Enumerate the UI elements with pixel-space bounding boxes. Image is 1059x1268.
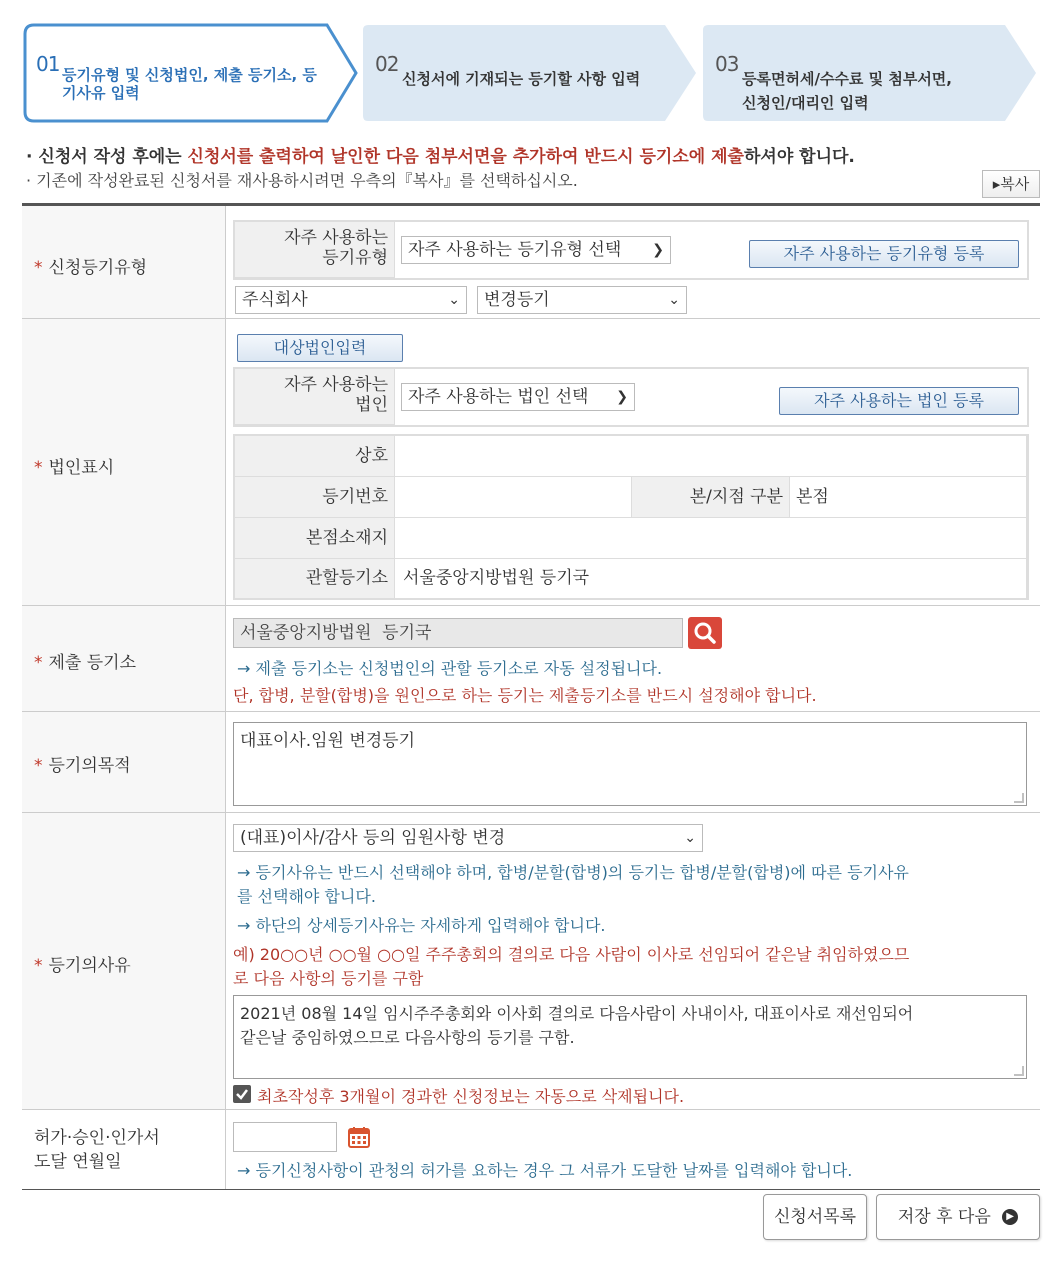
reason-note-1-line2: 를 선택해야 합니다. bbox=[237, 887, 376, 906]
row-corporation bbox=[22, 319, 1040, 606]
required-mark: * bbox=[34, 956, 43, 976]
notice-text-2: 기존에 작성완료된 신청서를 재사용하시려면 우측의『복사』를 선택하십시오. bbox=[36, 171, 578, 190]
corp-type-select[interactable]: 주식회사 ⌄ bbox=[235, 286, 467, 314]
chevron-down-icon: ⌄ bbox=[668, 292, 680, 308]
hq-value[interactable] bbox=[395, 518, 1027, 559]
submit-note-red: 단, 합병, 분할(합병)을 원인으로 하는 등기는 제출등기소를 반드시 설정해야 합니다. bbox=[233, 686, 817, 705]
label-text: 법인표시 bbox=[48, 458, 115, 478]
row-permit-date bbox=[22, 1110, 1040, 1190]
row-submit-office bbox=[22, 606, 1040, 712]
resize-grip-icon[interactable] bbox=[1014, 793, 1024, 803]
permit-date-input[interactable] bbox=[233, 1122, 337, 1152]
save-next-label: 저장 후 다음 bbox=[897, 1207, 991, 1227]
reason-note-2: → 하단의 상세등기사유는 자세하게 입력해야 합니다. bbox=[237, 916, 606, 935]
step-2-label-line1: 신청서에 기재되는 등기할 사항 입력 bbox=[402, 70, 641, 88]
office-label: 관할등기소 bbox=[235, 559, 395, 598]
freq-corp-label: 자주 사용하는 법인 bbox=[235, 369, 395, 425]
reason-detail-textarea[interactable]: 2021년 08월 14일 임시주주총회와 이사회 결의로 다음사람이 사내이사, 대표이사로 재선임되어 같은날 중임하였으므로 다음사항의 등기를 구함. bbox=[233, 995, 1027, 1079]
copy-button[interactable]: ▸복사 bbox=[982, 170, 1040, 198]
calendar-icon[interactable] bbox=[347, 1125, 371, 1149]
chevron-down-icon: ⌄ bbox=[448, 292, 460, 308]
reason-example-line2: 로 다음 사항의 등기를 구함 bbox=[233, 969, 424, 988]
step-3[interactable] bbox=[700, 22, 1040, 124]
chevron-down-icon: ❯ bbox=[616, 389, 628, 405]
notice-line-2 bbox=[26, 168, 578, 191]
row-reason bbox=[22, 813, 1040, 1110]
step-3-label-line1: 등록면허세/수수료 및 첨부서면, bbox=[742, 70, 952, 88]
checkmark-icon bbox=[233, 1085, 251, 1103]
label-text-line2: 도달 연월일 bbox=[34, 1152, 122, 1172]
auto-delete-label: 최초작성후 3개월이 경과한 신청정보는 자동으로 삭제됩니다. bbox=[257, 1087, 685, 1106]
label-text: 등기의사유 bbox=[48, 956, 131, 976]
reason-note-1-line1: → 등기사유는 반드시 선택해야 하며, 합병/분할(합병)의 등기는 합병/분할(합병)에 따른 등기사유 bbox=[237, 863, 909, 882]
row-label bbox=[22, 206, 226, 318]
regno-label: 등기번호 bbox=[235, 477, 395, 518]
chevron-down-icon: ❯ bbox=[652, 242, 664, 258]
reason-select[interactable]: (대표)이사/감사 등의 임원사항 변경 ⌄ bbox=[233, 824, 703, 852]
required-mark: * bbox=[34, 653, 43, 673]
resize-grip-icon[interactable] bbox=[1014, 1066, 1024, 1076]
purpose-textarea[interactable]: 대표이사.임원 변경등기 bbox=[233, 722, 1027, 806]
required-mark: * bbox=[34, 756, 43, 776]
step-1-number: 01 bbox=[36, 52, 60, 76]
notice-text-b: 하셔야 합니다. bbox=[743, 147, 855, 167]
reason-example-line1: 예) 20○○년 ○○월 ○○일 주주총회의 결의로 다음 사람이 이사로 선임되어 같은날 취임하였으므 bbox=[233, 945, 910, 964]
step-1[interactable] bbox=[22, 22, 362, 124]
corp-info-table bbox=[233, 434, 1029, 600]
freq-corp-box bbox=[233, 367, 1029, 427]
label-text: 제출 등기소 bbox=[48, 653, 137, 673]
hq-label: 본점소재지 bbox=[235, 518, 395, 559]
register-freq-corp-button[interactable]: 자주 사용하는 법인 등록 bbox=[779, 387, 1019, 415]
step-progress bbox=[22, 22, 1040, 124]
freq-corp-select[interactable]: 자주 사용하는 법인 선택 ❯ bbox=[401, 383, 635, 411]
auto-delete-checkbox[interactable] bbox=[233, 1085, 251, 1103]
branch-value: 본점 bbox=[790, 477, 1027, 518]
step-1-label-line2: 기사유 입력 bbox=[62, 84, 140, 102]
application-list-button[interactable]: 신청서목록 bbox=[763, 1194, 867, 1240]
corp-name-value[interactable] bbox=[395, 436, 1027, 477]
application-form bbox=[22, 203, 1040, 1180]
permit-note: → 등기신청사항이 관청의 허가를 요하는 경우 그 서류가 도달한 날짜를 입력해야 합니다. bbox=[237, 1161, 853, 1180]
row-label bbox=[22, 813, 226, 1109]
label-text-line1: 허가·승인·인가서 bbox=[34, 1128, 160, 1148]
freq-type-select[interactable]: 자주 사용하는 등기유형 선택 ❯ bbox=[401, 236, 671, 264]
step-1-label-line1: 등기유형 및 신청법인, 제출 등기소, 등 bbox=[62, 66, 317, 84]
label-text: 등기의목적 bbox=[48, 756, 131, 776]
row-purpose bbox=[22, 712, 1040, 813]
row-label bbox=[22, 712, 226, 812]
step-3-number: 03 bbox=[715, 52, 739, 76]
save-next-button[interactable] bbox=[876, 1194, 1040, 1240]
submit-note-blue: → 제출 등기소는 신청법인의 관할 등기소로 자동 설정됩니다. bbox=[237, 659, 663, 678]
notice-text-red: 신청서를 출력하여 날인한 다음 첨부서면을 추가하여 반드시 등기소에 제출 bbox=[187, 147, 744, 167]
submit-office-field: 서울중앙지방법원 등기국 bbox=[233, 618, 683, 648]
row-label bbox=[22, 319, 226, 605]
branch-label: 본/지점 구분 bbox=[632, 477, 790, 518]
required-mark: * bbox=[34, 458, 43, 478]
regno-value[interactable] bbox=[395, 477, 632, 518]
freq-type-label: 자주 사용하는 등기유형 bbox=[235, 222, 395, 278]
notice-line-1 bbox=[26, 142, 855, 167]
bullet: · bbox=[26, 171, 37, 190]
step-3-label-line2: 신청인/대리인 입력 bbox=[742, 94, 869, 112]
label-text: 신청등기유형 bbox=[48, 258, 148, 278]
target-corp-button[interactable]: 대상법인입력 bbox=[237, 334, 403, 362]
corp-name-label: 상호 bbox=[235, 436, 395, 477]
row-registration-type bbox=[22, 206, 1040, 319]
step-2[interactable] bbox=[360, 22, 702, 124]
row-label bbox=[22, 1110, 226, 1189]
office-value: 서울중앙지방법원 등기국 bbox=[395, 559, 1027, 598]
reg-type-select[interactable]: 변경등기 ⌄ bbox=[477, 286, 687, 314]
register-freq-type-button[interactable]: 자주 사용하는 등기유형 등록 bbox=[749, 240, 1019, 268]
chevron-down-icon: ⌄ bbox=[684, 830, 696, 846]
arrow-right-circle-icon: ▶ bbox=[1002, 1209, 1018, 1225]
bullet: · bbox=[26, 147, 39, 167]
required-mark: * bbox=[34, 258, 43, 278]
row-label bbox=[22, 606, 226, 711]
step-2-number: 02 bbox=[375, 52, 399, 76]
search-icon bbox=[688, 617, 722, 649]
notice-text-a: 신청서 작성 후에는 bbox=[38, 147, 188, 167]
search-icon-button[interactable] bbox=[688, 617, 722, 649]
freq-type-box bbox=[233, 220, 1029, 280]
